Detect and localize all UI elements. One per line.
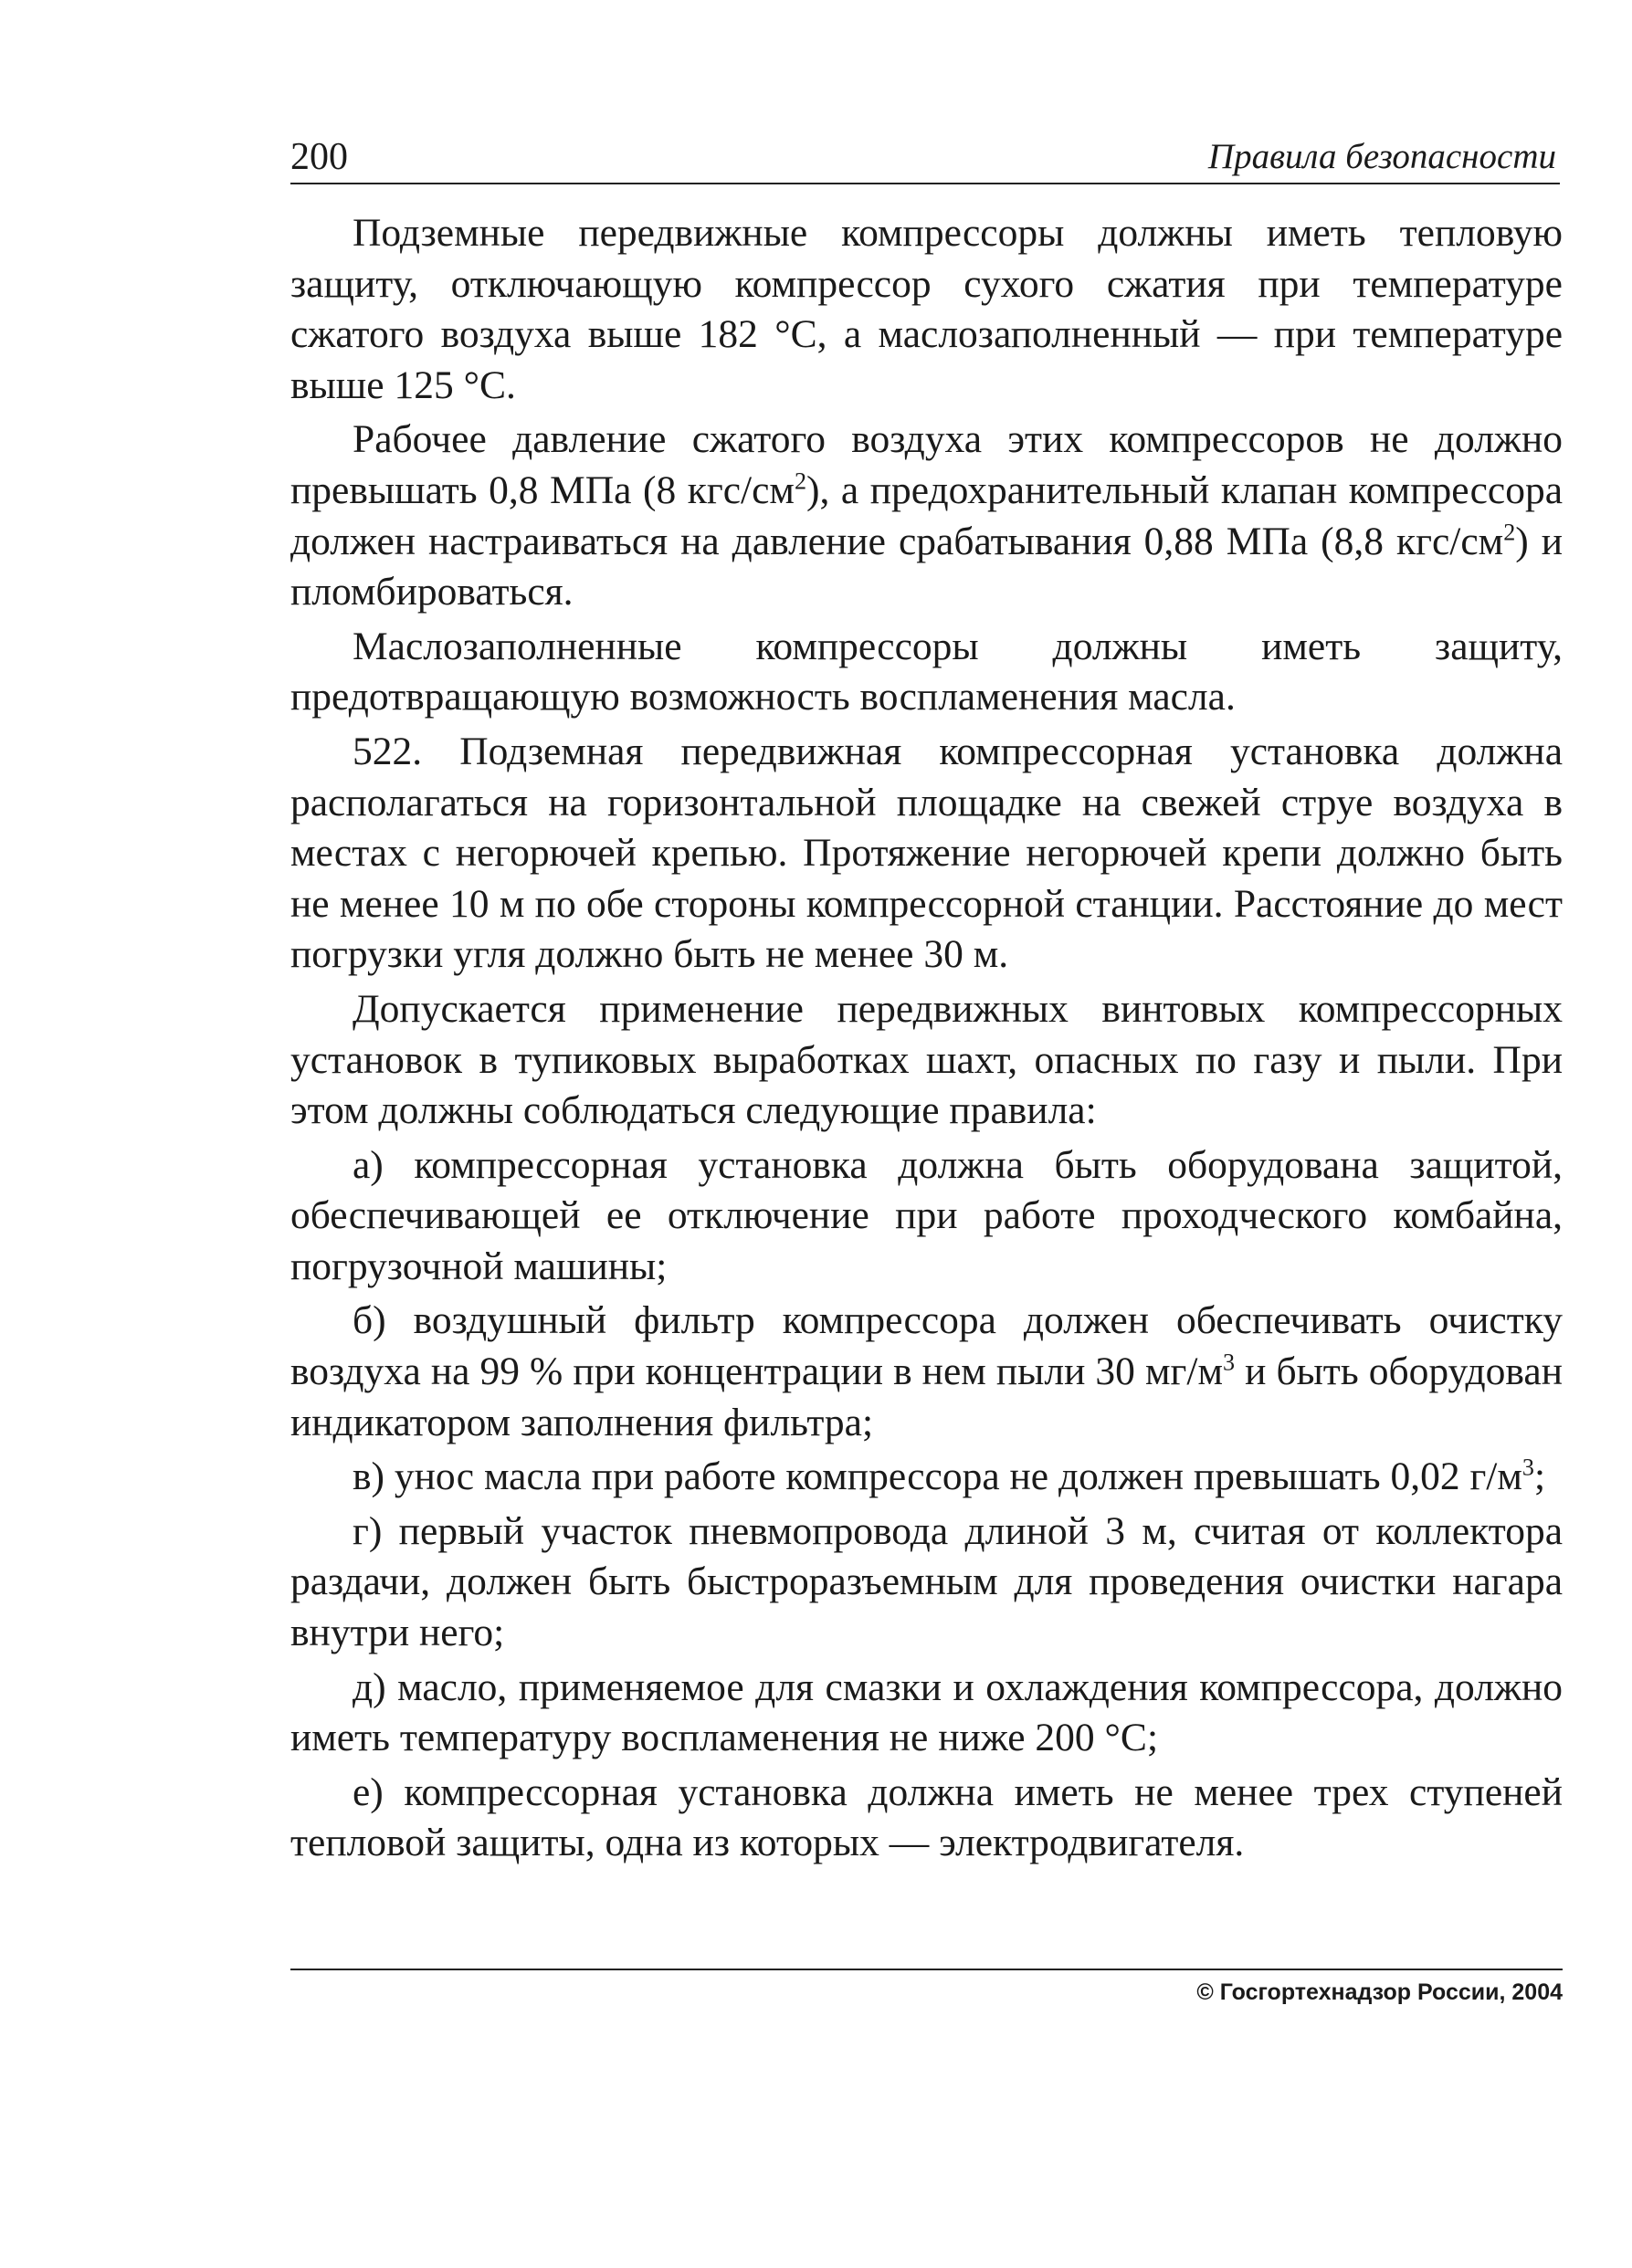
page-header (290, 137, 1560, 184)
list-item-d: д) масло, применяемое для смазки и охлаждения компрессора, должно иметь температуру воспламенения не ниже 200 °С; (290, 1664, 1563, 1760)
copyright-notice: © Госгортехнадзор России, 2004 (1196, 1979, 1563, 2005)
body-text (290, 208, 1563, 1873)
paragraph-working-pressure: Рабочее давление сжатого воздуха этих компрессоров не должно превышать 0,8 МПа (8 кгс/$см^2$), а предохранительный клапан компрессора должен настраиваться на давление срабатывания 0,88 МПа (8,8 кгс/$см^2$) и пломбироваться. (290, 417, 1564, 614)
paragraph-522: 522. Подземная передвижная компрессорная установка должна располагаться на горизонтальной площадке на свежей струе воздуха в местах с негорючей крепью. Протяжение негорючей крепи должно быть не менее 10 м по обе стороны компрессорной станции. Расстояние до мест погрузки угля должно быть не менее 30 м. (290, 729, 1563, 977)
list-item-b: б) воздушный фильтр компрессора должен обеспечивать очистку воздуха на 99 % при концентрации в нем пыли 30 $мг/м^3$ и быть оборудован индикатором заполнения фильтра; (290, 1298, 1563, 1444)
list-item-g: г) первый участок пневмопровода длиной 3 м, считая от коллектора раздачи, должен быть быстроразъемным для проведения очистки нагара внутри него; (290, 1508, 1563, 1655)
list-item-e: е) компрессорная установка должна иметь не менее трех ступеней тепловой защиты, одна из которых — электродвигателя. (290, 1769, 1563, 1865)
paragraph-screw-compressors: Допускается применение передвижных винтовых компрессорных установок в тупиковых выработках шахт, опасных по газу и пыли. При этом должны соблюдаться следующие правила: (290, 986, 1563, 1133)
page-number: 200 (290, 136, 348, 178)
list-item-v: в) унос масла при работе компрессора не должен превышать 0,02 $г/м^3$; (353, 1454, 1546, 1499)
running-title: Правила безопасности (1207, 137, 1556, 176)
paragraph-thermal-protection: Подземные передвижные компрессоры должны иметь тепловую защиту, отключающую компрессор сухого сжатия при температуре сжатого воздуха выше 182 °С, а маслозаполненный — при температуре выше 125 °С. (290, 211, 1563, 407)
footer-divider (290, 1969, 1563, 1970)
list-item-a: а) компрессорная установка должна быть оборудована защитой, обеспечивающей ее отключение при работе проходческого комбайна, погрузочной машины; (290, 1142, 1563, 1288)
paragraph-oil-filled: Маслозаполненные компрессоры должны иметь защиту, предотвращающую возможность воспламенения масла. (290, 624, 1563, 719)
